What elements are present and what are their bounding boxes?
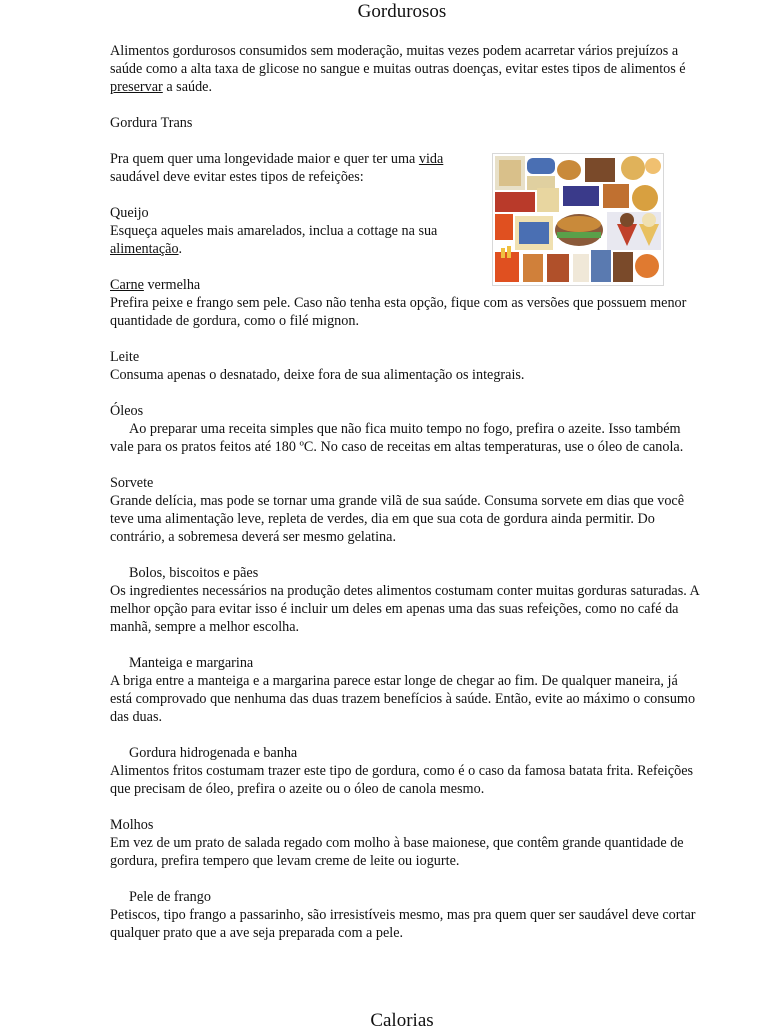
next-section-title: Calorias [370, 1010, 434, 1031]
carne-heading-rest: vermelha [143, 277, 201, 293]
intro-text: Alimentos gordurosos consumidos sem moderação, muitas vezes podem acarretar vários prejuízos a saúde como a alta taxa de glicose no sangue e muitas outras doenças, evitar estes tipos de alimentos é [110, 43, 686, 77]
carne-paragraph: Prefira peixe e frango sem pele. Caso não tenha esta opção, fique com as versões que possuem menor quantidade de gordura, como o filé mignon. [110, 295, 687, 329]
document-body [110, 42, 700, 942]
queijo-text-end: . [178, 241, 183, 257]
heading-queijo: Queijo [110, 205, 149, 221]
oleos-text: Ao preparar uma receita simples que não fica muito tempo no fogo, prefira o azeite. Isso também vale para os pratos feitos até 180 ºC. No caso de receitas em altas temperaturas, use o óleo de canola. [110, 421, 684, 455]
heading-bolos: Bolos, biscoitos e pães [129, 565, 259, 581]
heading-molhos: Molhos [110, 817, 154, 833]
intro-paragraph [110, 42, 700, 96]
bolos-paragraph: Os ingredientes necessários na produção detes alimentos costumam conter muitas gorduras saturadas. A melhor opção para evitar isso é incluir um deles em apenas uma das suas refeições, como no café da manhã, sempre a melhor escolha. [110, 583, 700, 635]
heading-manteiga: Manteiga e margarina [129, 655, 254, 671]
trans-text-end: saudável deve evitar estes tipos de refeições: [110, 169, 364, 185]
heading-oleos: Óleos [110, 403, 144, 419]
link-carne[interactable]: Carne [110, 277, 144, 293]
pele-paragraph: Petiscos, tipo frango a passarinho, são irresistíveis mesmo, mas pra quem quer ser saudável deve cortar qualquer prato que a ave seja preparada com a pele. [110, 907, 696, 941]
molhos-paragraph: Em vez de um prato de salada regado com molho à base maionese, que contêm grande quantidade de gordura, prefira tempero que levam creme de leite ou iogurte. [110, 835, 684, 869]
queijo-paragraph [110, 222, 478, 258]
queijo-text: Esqueça aqueles mais amarelados, inclua a cottage na sua [110, 223, 438, 239]
page-title: Gordurosos [357, 1, 447, 22]
link-vida[interactable]: vida [418, 151, 444, 167]
intro-text-end: a saúde. [162, 79, 213, 95]
heading-gordura-trans: Gordura Trans [110, 115, 193, 131]
trans-paragraph [110, 150, 478, 186]
heading-leite: Leite [110, 349, 140, 365]
leite-paragraph: Consuma apenas o desnatado, deixe fora de sua alimentação os integrais. [110, 367, 525, 383]
heading-gordura-hidrogenada: Gordura hidrogenada e banha [129, 745, 298, 761]
heading-sorvete: Sorvete [110, 475, 154, 491]
heading-pele-de-frango: Pele de frango [129, 889, 211, 905]
trans-text: Pra quem quer uma longevidade maior e quer ter uma [110, 151, 419, 167]
manteiga-paragraph: A briga entre a manteiga e a margarina parece estar longe de chegar ao fim. De qualquer maneira, já está comprovado que nenhuma das duas trazem benefícios à saúde. Então, evite ao máximo o consumo das duas. [110, 673, 696, 725]
hidrogenada-paragraph: Alimentos fritos costumam trazer este tipo de gordura, como é o caso da famosa batata frita. Refeições que precisam de óleo, prefira o azeite ou o óleo de canola mesmo. [110, 763, 694, 797]
heading-carne-vermelha [110, 276, 700, 294]
link-preservar[interactable]: preservar [110, 79, 163, 95]
sorvete-paragraph: Grande delícia, mas pode se tornar uma grande vilã de sua saúde. Consuma sorvete em dias que você teve uma alimentação leve, repleta de verdes, dia em que sua cota de gordura ainda permitir. Do contrário, a sobremesa deverá ser mesmo gelatina. [110, 493, 685, 545]
oleos-paragraph [110, 420, 700, 456]
link-alimentacao[interactable]: alimentação [110, 241, 179, 257]
